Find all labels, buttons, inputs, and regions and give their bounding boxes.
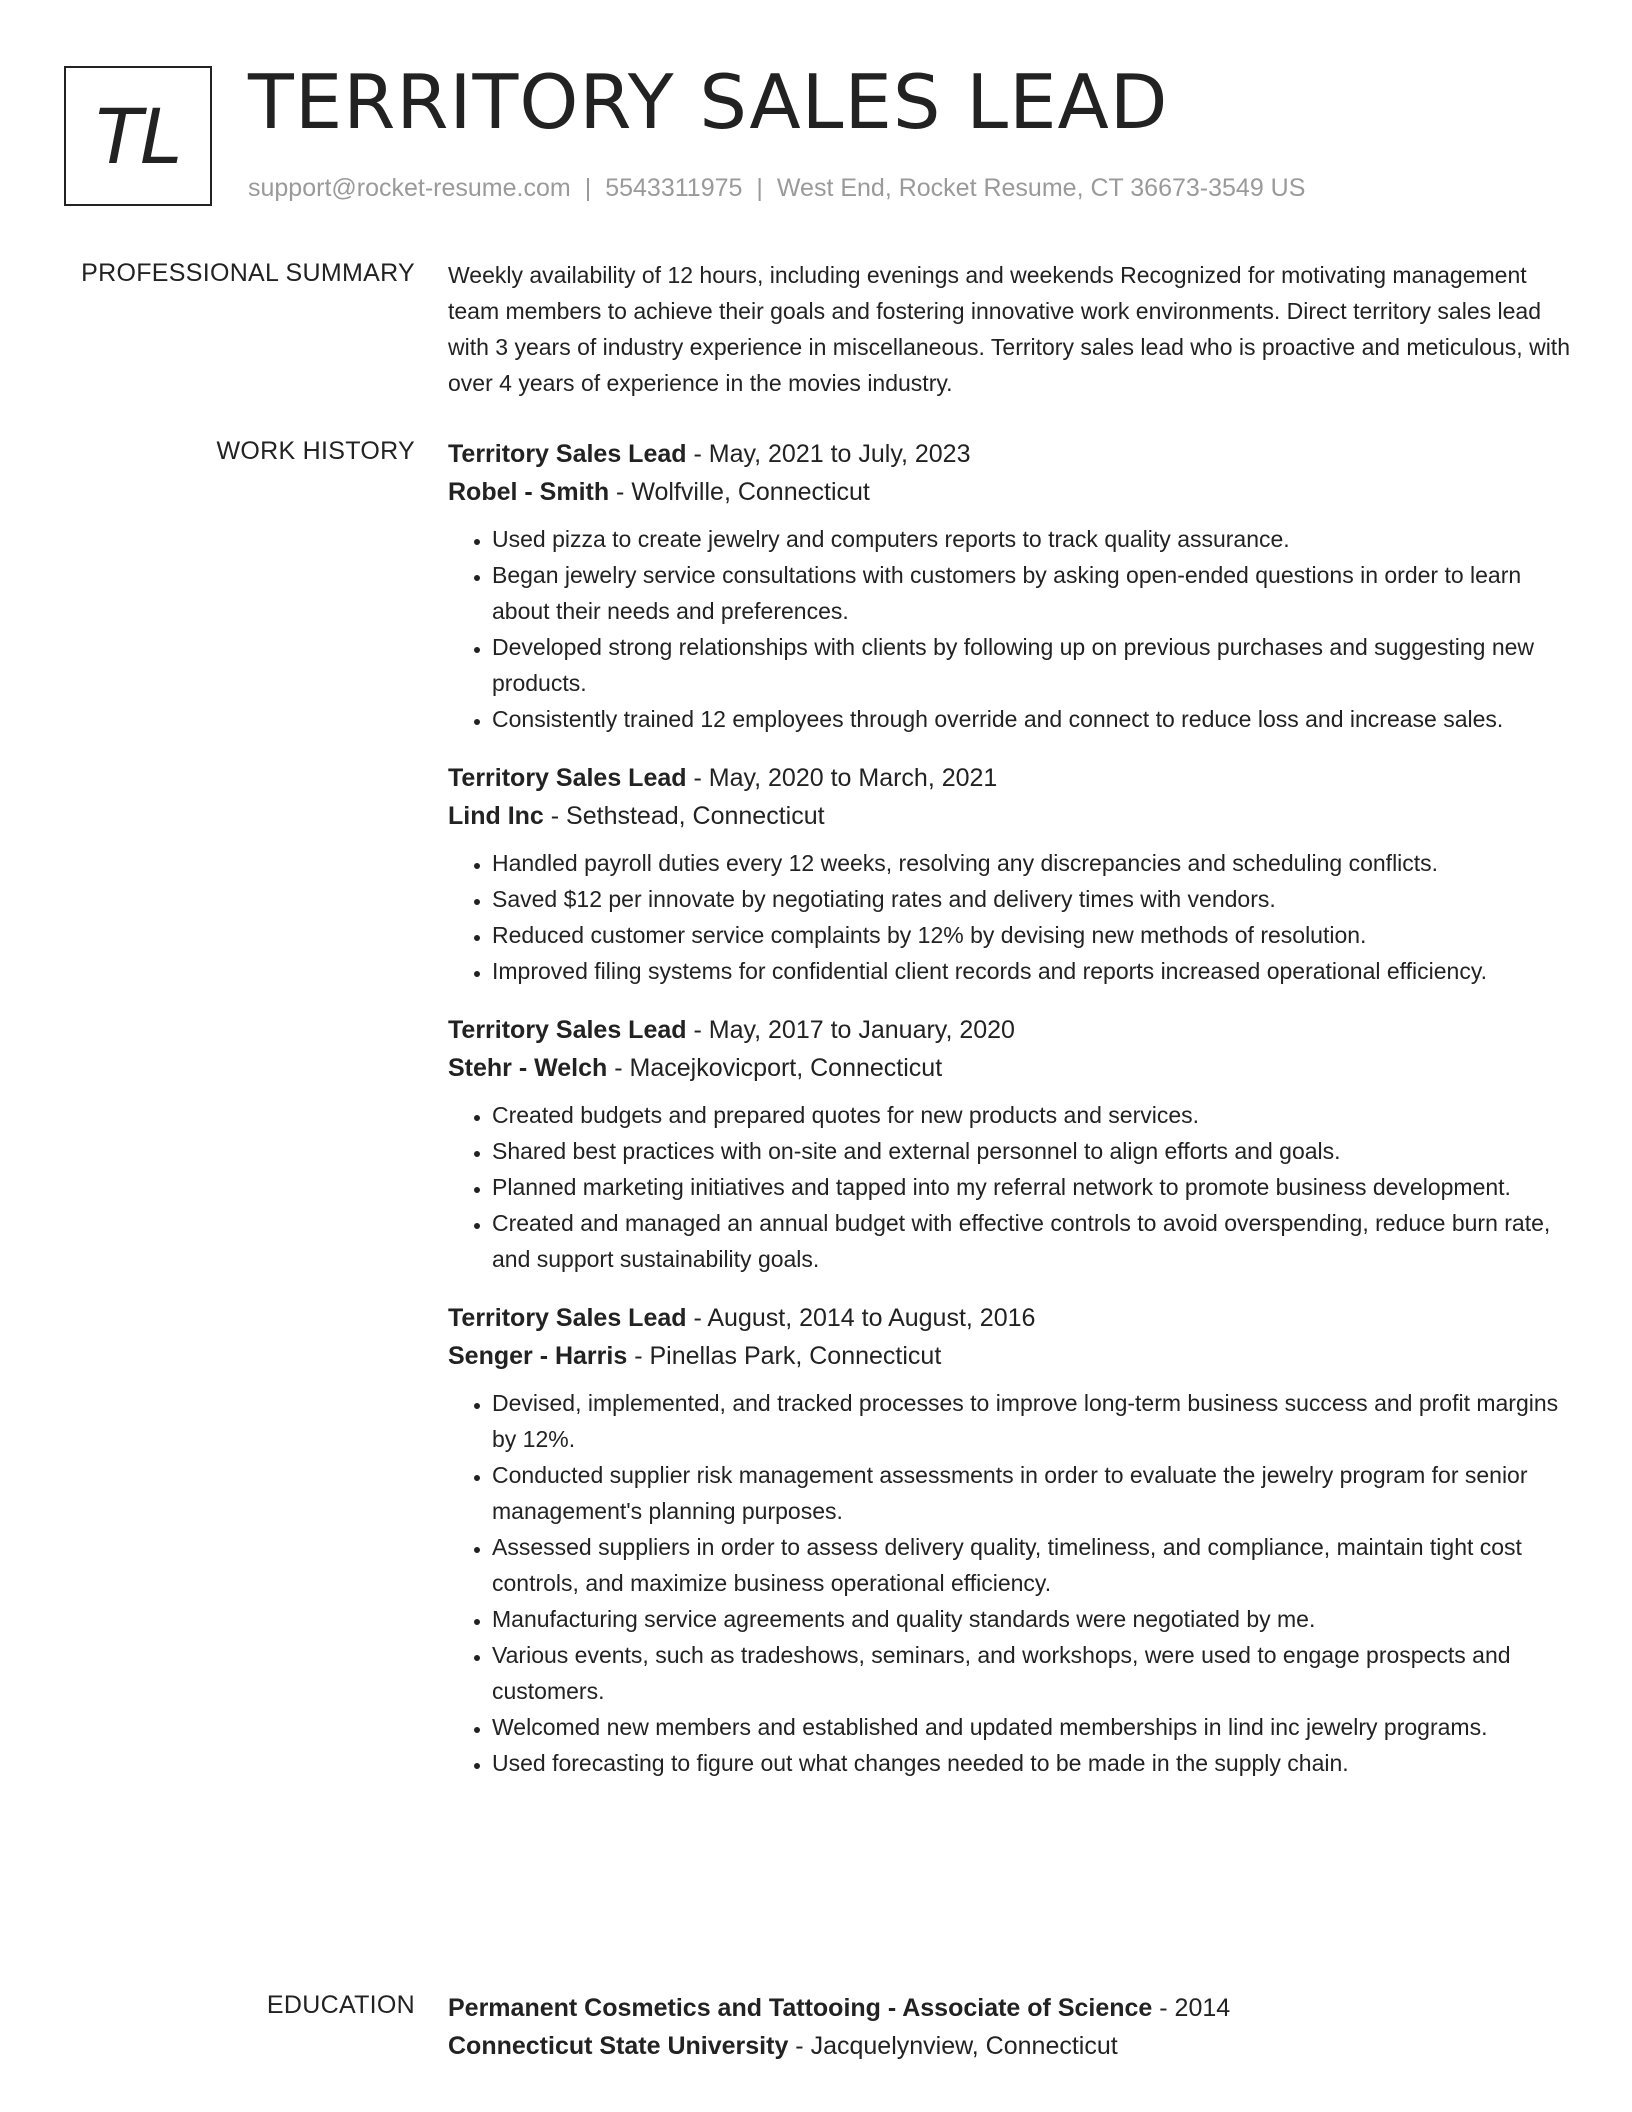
job-title-line: [448, 759, 1573, 797]
job-title: Territory Sales Lead: [448, 1304, 687, 1332]
job-title-line: [448, 435, 1573, 473]
list-item: • Created budgets and prepared quotes for new products and services.: [492, 1097, 1573, 1133]
work-history-body: [448, 435, 1573, 1803]
list-item: • Improved filing systems for confidential client records and reports increased operational efficiency.: [492, 953, 1573, 989]
contact-separator: |: [756, 174, 763, 202]
summary-body: [448, 257, 1573, 401]
contact-line: [248, 174, 1305, 203]
list-item: • Consistently trained 12 employees through override and connect to reduce loss and increase sales.: [492, 701, 1573, 737]
job-bullets: [448, 1097, 1573, 1277]
resume-header: [64, 58, 1592, 210]
summary-heading: PROFESSIONAL SUMMARY: [81, 259, 415, 287]
education-degree: Permanent Cosmetics and Tattooing - Associate of Science: [448, 1994, 1153, 2022]
job-company: Robel - Smith: [448, 478, 610, 506]
job-company-line: [448, 473, 1573, 511]
job-entry: [448, 435, 1573, 737]
job-entry: [448, 759, 1573, 989]
list-item: • Began jewelry service consultations with customers by asking open-ended questions in order to learn about their needs and preferences.: [492, 557, 1573, 629]
job-dates: - August, 2014 to August, 2016: [686, 1304, 1036, 1332]
job-company-line: [448, 1337, 1573, 1375]
work-history-heading: WORK HISTORY: [216, 437, 415, 465]
list-item: • Assessed suppliers in order to assess delivery quality, timeliness, and compliance, maintain tight cost controls, and maximize business operational efficiency.: [492, 1529, 1573, 1601]
job-location: - Pinellas Park, Connecticut: [627, 1342, 942, 1370]
job-company: Senger - Harris: [448, 1342, 628, 1370]
list-item: • Handled payroll duties every 12 weeks, resolving any discrepancies and scheduling conflicts.: [492, 845, 1573, 881]
education-location: - Jacquelynview, Connecticut: [788, 2032, 1118, 2060]
job-bullets: [448, 521, 1573, 737]
job-entry: [448, 1299, 1573, 1781]
summary-text: Weekly availability of 12 hours, including evenings and weekends Recognized for motivating management team members to achieve their goals and fostering innovative work environments. Direct territory sales lead with 3 years of industry experience in miscellaneous. Territory sales lead who is proactive and meticulous, with over 4 years of experience in the movies industry.: [448, 262, 1570, 396]
list-item: • Various events, such as tradeshows, seminars, and workshops, were used to engage prospects and customers.: [492, 1637, 1573, 1709]
list-item: • Conducted supplier risk management assessments in order to evaluate the jewelry program for senior management's planning purposes.: [492, 1457, 1573, 1529]
list-item: • Devised, implemented, and tracked processes to improve long-term business success and profit margins by 12%.: [492, 1385, 1573, 1457]
list-item: • Saved $12 per innovate by negotiating rates and delivery times with vendors.: [492, 881, 1573, 917]
job-company-line: [448, 797, 1573, 835]
job-location: - Wolfville, Connecticut: [609, 478, 870, 506]
education-year: - 2014: [1152, 1994, 1231, 2022]
job-company-line: [448, 1049, 1573, 1087]
job-title-line: [448, 1011, 1573, 1049]
contact-address: West End, Rocket Resume, CT 36673-3549 US: [776, 174, 1306, 202]
job-title: Territory Sales Lead: [448, 1016, 687, 1044]
monogram-initials: TL: [95, 91, 181, 181]
education-degree-line: [448, 1989, 1573, 2027]
job-dates: - May, 2020 to March, 2021: [686, 764, 998, 792]
resume-title: TERRITORY SALES LEAD: [248, 58, 1169, 146]
job-location: - Macejkovicport, Connecticut: [607, 1054, 943, 1082]
education-body: [448, 1989, 1573, 2065]
education-school: Connecticut State University: [448, 2032, 789, 2060]
list-item: • Developed strong relationships with clients by following up on previous purchases and suggesting new products.: [492, 629, 1573, 701]
contact-email[interactable]: support@rocket-resume.com: [248, 174, 571, 202]
education-heading: EDUCATION: [266, 1991, 415, 2019]
list-item: • Created and managed an annual budget with effective controls to avoid overspending, reduce burn rate, and support sustainability goals.: [492, 1205, 1573, 1277]
list-item: • Welcomed new members and established and updated memberships in lind inc jewelry programs.: [492, 1709, 1573, 1745]
job-location: - Sethstead, Connecticut: [543, 802, 825, 830]
list-item: • Manufacturing service agreements and quality standards were negotiated by me.: [492, 1601, 1573, 1637]
job-dates: - May, 2021 to July, 2023: [686, 440, 971, 468]
job-title: Territory Sales Lead: [448, 440, 687, 468]
job-title: Territory Sales Lead: [448, 764, 687, 792]
job-bullets: [448, 1385, 1573, 1781]
list-item: • Used forecasting to figure out what changes needed to be made in the supply chain.: [492, 1745, 1573, 1781]
job-entry: [448, 1011, 1573, 1277]
list-item: • Shared best practices with on-site and external personnel to align efforts and goals.: [492, 1133, 1573, 1169]
job-company: Stehr - Welch: [448, 1054, 608, 1082]
job-bullets: [448, 845, 1573, 989]
job-company: Lind Inc: [448, 802, 544, 830]
job-title-line: [448, 1299, 1573, 1337]
education-school-line: [448, 2027, 1573, 2065]
monogram-box: [64, 66, 212, 206]
list-item: • Used pizza to create jewelry and computers reports to track quality assurance.: [492, 521, 1573, 557]
contact-phone[interactable]: 5543311975: [605, 174, 743, 202]
contact-separator: |: [584, 174, 592, 202]
list-item: • Reduced customer service complaints by 12% by devising new methods of resolution.: [492, 917, 1573, 953]
job-dates: - May, 2017 to January, 2020: [686, 1016, 1015, 1044]
list-item: • Planned marketing initiatives and tapped into my referral network to promote business development.: [492, 1169, 1573, 1205]
